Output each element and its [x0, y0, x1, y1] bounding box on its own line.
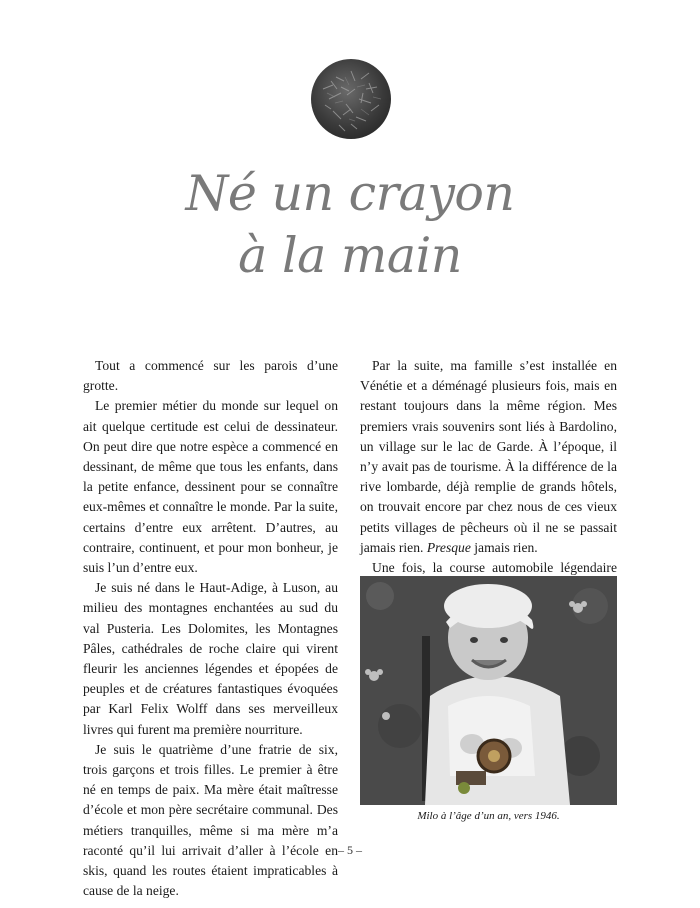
baby-photo	[360, 576, 617, 805]
paragraph-text: Une fois, la course automobile légendaire	[372, 560, 617, 576]
chapter-title-line-2: à la main	[238, 227, 462, 284]
emphasis-text: Presque	[426, 539, 471, 555]
paragraph: Je suis le quatrième d’une fratrie de six, trois garçons et trois filles. Le premier à être né en temps de paix. Ma mère était maîtresse d’école et mon père secrétaire communal. Des métiers tranquilles, même si ma mère m’a raconté qu’il lui arrivait d’aller à l’école en skis, quand les routes étaient impraticables à cause de la neige.	[83, 741, 338, 899]
paragraph-text: jamais rien.	[470, 539, 538, 555]
left-text-column	[83, 356, 338, 901]
pencil-shavings-icon	[311, 59, 391, 139]
photo-caption: Milo à l’âge d’un an, vers 1946.	[417, 810, 560, 822]
paragraph: Le premier métier du monde sur lequel on ait quelque certitude est celui de dessinateur. On peut dire que notre espèce a commencé en dessinant, de même que tous les enfants, dans la petite enfance, dessinent pour se connaître eux-mêmes et connaître le monde. Par la suite, certains d’entre eux arrêtent. D’autres, au contraire, continuent, et pour mon bonheur, je suis l’un d’entre eux.	[83, 398, 338, 576]
chapter-title	[0, 163, 700, 287]
page-number: – 5 –	[338, 843, 362, 857]
paragraph: Je suis né dans le Haut-Adige, à Luson, au milieu des montagnes enchantées au sud du val Pusteria. Les Dolomites, les Montagnes Pâles, cathédrales de roche claire qui virent fleurir les anciennes légendes et épopées de peuples et de créatures fantastiques évoquées par Karl Felix Wolff dans ses merveilleux livres qui furent ma première nourriture.	[83, 580, 338, 737]
paragraph-text: Par la suite, ma famille s’est installée en Vénétie et a déménagé plusieurs fois, mais en restant toujours dans la même région. Mes premiers vrais souvenirs sont liés à Bardolino, un village sur le lac de Garde. À l’époque, il n’y avait pas de tourisme. À la différence de la rive lombarde, déjà remplie de grands hôtels, on trouvait encore par chez nous de ces vieux petits villages de pêcheurs où il ne se passait jamais rien.	[360, 358, 617, 555]
chapter-title-line-1: Né un crayon	[185, 165, 515, 222]
paragraph	[360, 356, 617, 558]
paragraph: Tout a commencé sur les parois d’une grotte.	[83, 358, 338, 394]
